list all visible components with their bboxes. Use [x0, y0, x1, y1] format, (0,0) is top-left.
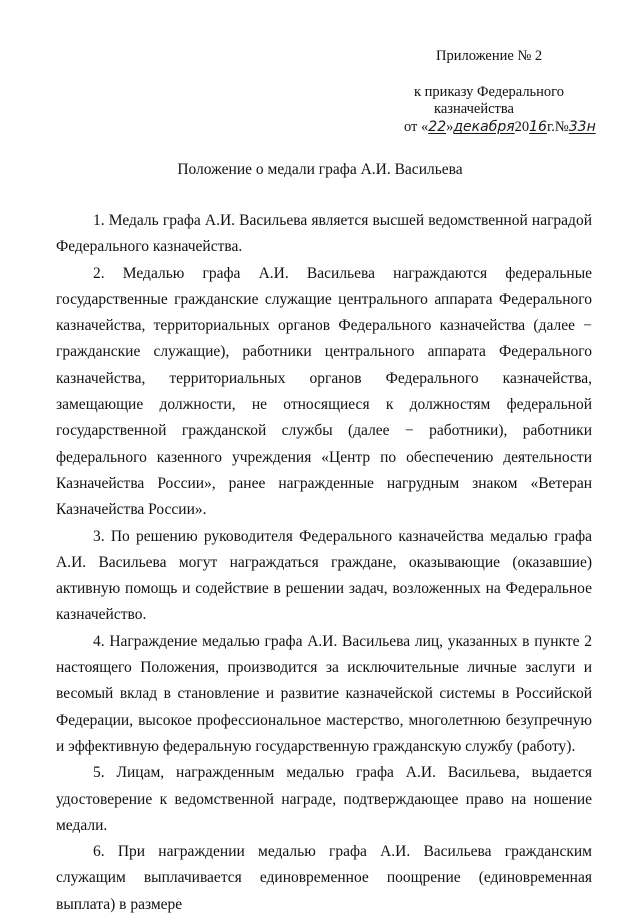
date-number-label: г.№ — [546, 119, 569, 135]
order-issuer-line: казначейства — [434, 101, 514, 117]
document-title: Положение о медали графа А.И. Васильева — [177, 161, 463, 178]
handwritten-year: 16 — [529, 119, 547, 135]
date-year-prefix: 20 — [514, 119, 530, 135]
paragraph-4: 4. Награждение медалью графа А.И. Васильева лиц, указанных в пункте 2 настоящего Положения, производится за исключительные личные заслуги и весомый вклад в становление и развитие казначейской системы в Российской Федерации, высокое профессиональное мастерство, многолетнюю безупречную и эффективную федеральную государственную гражданскую службу (работу). — [56, 632, 592, 755]
date-separator: » — [446, 119, 454, 135]
document-body — [56, 208, 592, 918]
paragraph-3: 3. По решению руководителя Федерального казначейства медалью графа А.И. Васильева могут награждаться граждане, оказывающие (оказавшие) активную помощь и содействие в решении задач, возложенных на Федеральное казначейство. — [56, 527, 592, 624]
handwritten-month: декабря — [453, 119, 515, 135]
handwritten-day: 22 — [428, 119, 447, 135]
paragraph-2: 2. Медалью графа А.И. Васильева награждаются федеральные государственные гражданские служащие центрального аппарата Федерального казначейства, территориальных органов Федерального казначейства (далее − гражданские служащие), работники центрального аппарата Федерального казначейства, территориальных органов Федерального казначейства, замещающие должности, не относящиеся к должностям федеральной государственной гражданской службы (далее − работники), работники федерального казенного учреждения «Центр по обеспечению деятельности Казначейства России», ранее награжденные нагрудным знаком «Ветеран Казначейства России». — [56, 264, 592, 519]
order-reference-line: к приказу Федерального — [414, 84, 565, 100]
paragraph-6: 6. При награждении медалью графа А.И. Васильева гражданским служащим выплачивается единовременное поощрение (единовременная выплата) в размере — [56, 843, 592, 913]
order-date-line — [404, 119, 596, 136]
date-prefix: от « — [404, 119, 429, 135]
handwritten-order-number: 33н — [568, 119, 596, 135]
appendix-label: Приложение № 2 — [436, 48, 543, 64]
paragraph-1: 1. Медаль графа А.И. Васильева является высшей ведомственной наградой Федерального казначейства. — [56, 212, 592, 256]
document-header — [0, 0, 640, 150]
paragraph-5: 5. Лицам, награжденным медалью графа А.И. Васильева, выдается удостоверение к ведомственной награде, подтверждающее право на ношение медали. — [56, 764, 592, 834]
